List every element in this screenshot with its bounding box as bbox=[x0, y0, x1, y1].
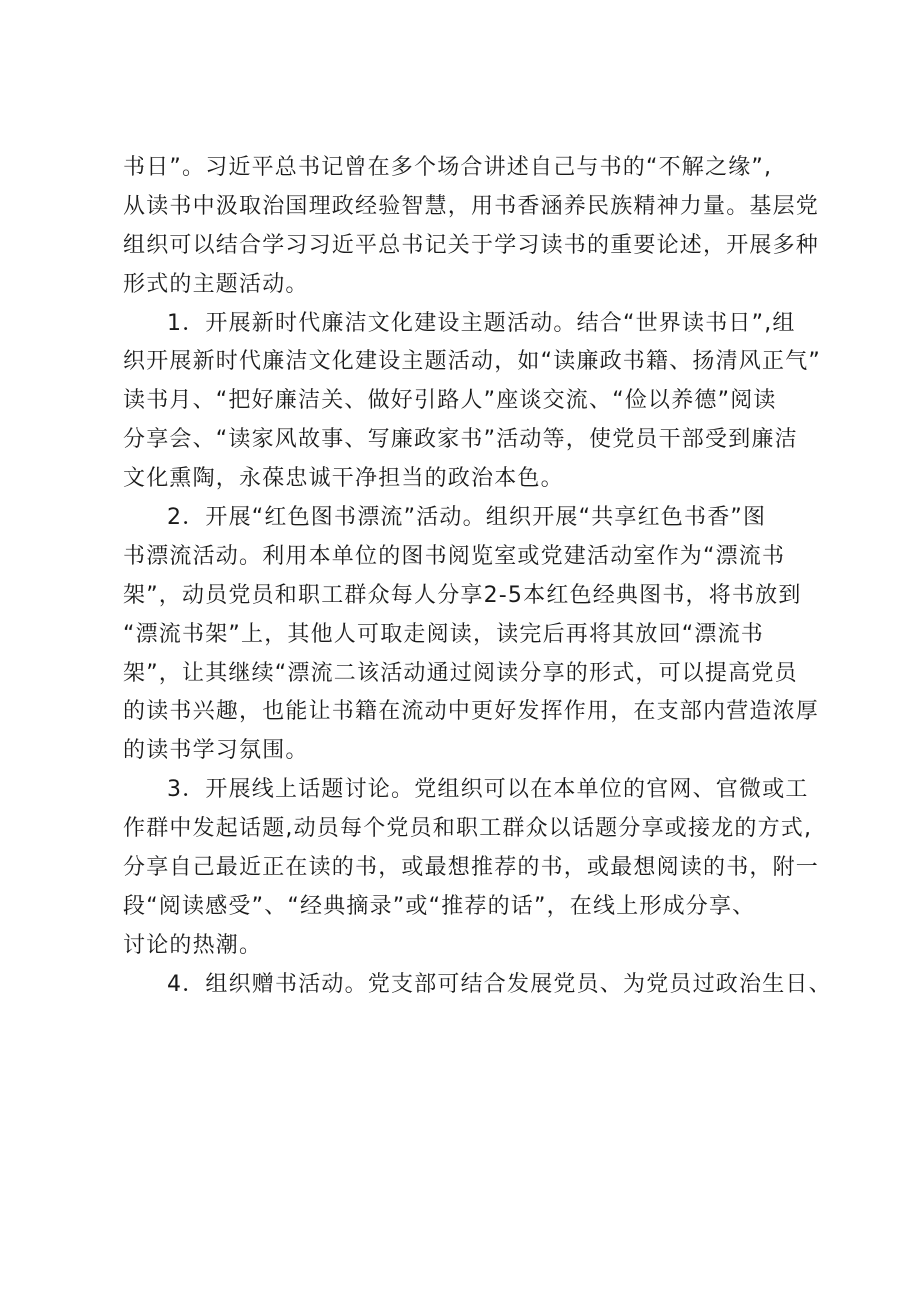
text-line: 的读书兴趣，也能让书籍在流动中更好发挥作用，在支部内营造浓厚 bbox=[123, 699, 820, 725]
text-line: 1．开展新时代廉洁文化建设主题活动。结合“世界读书日”,组 bbox=[167, 310, 796, 336]
text-line: 读书月、“把好廉洁关、做好引路人”座谈交流、“俭以养德”阅读 bbox=[123, 388, 777, 414]
text-line: 作群中发起话题,动员每个党员和职工群众以话题分享或接龙的方式, bbox=[123, 816, 813, 842]
text-line: 织开展新时代廉洁文化建设主题活动，如“读廉政书籍、扬清风正气” bbox=[123, 349, 821, 375]
paragraph-item-3 bbox=[123, 771, 823, 965]
text-line: 架”，让其继续“漂流二该活动通过阅读分享的形式，可以提高党员 bbox=[123, 660, 798, 686]
text-line: 组织可以结合学习习近平总书记关于学习读书的重要论述，开展多种 bbox=[123, 232, 820, 258]
text-line: 架”，动员党员和职工群众每人分享2-5本红色经典图书，将书放到 bbox=[123, 582, 802, 608]
paragraph-intro bbox=[123, 149, 823, 305]
text-line: 3．开展线上话题讨论。党组织可以在本单位的官网、官微或工 bbox=[167, 777, 809, 803]
text-line: 分享会、“读家风故事、写廉政家书”活动等，使党员干部受到廉洁 bbox=[123, 427, 798, 453]
text-line: 书漂流活动。利用本单位的图书阅览室或党建活动室作为“漂流书 bbox=[123, 543, 786, 569]
text-line: 文化熏陶，永葆忠诚干净担当的政治本色。 bbox=[123, 466, 564, 492]
text-line: 书日”。习近平总书记曾在多个场合讲述自己与书的“不解之缘”, bbox=[123, 155, 773, 180]
text-line: 形式的主题活动。 bbox=[123, 271, 309, 297]
paragraph-item-4 bbox=[123, 966, 832, 1005]
paragraph-item-1 bbox=[123, 305, 823, 499]
text-line: 2．开展“红色图书漂流”活动。组织开展“共享红色书香”图 bbox=[167, 505, 767, 531]
text-line: “漂流书架”上，其他人可取走阅读，读完后再将其放回“漂流书 bbox=[123, 621, 764, 647]
paragraph-item-2 bbox=[123, 499, 823, 771]
text-line: 的读书学习氛围。 bbox=[123, 738, 309, 764]
text-line: 讨论的热潮。 bbox=[123, 932, 263, 958]
body-text bbox=[123, 149, 832, 1005]
text-line: 段“阅读感受”、“经典摘录”或“推荐的话”，在线上形成分享、 bbox=[123, 893, 756, 919]
text-line: 从读书中汲取治国理政经验智慧，用书香涵养民族精神力量。基层党 bbox=[123, 193, 820, 219]
text-line: 4．组织赠书活动。党支部可结合发展党员、为党员过政治生日、 bbox=[167, 971, 832, 997]
text-line: 分享自己最近正在读的书，或最想推荐的书，或最想阅读的书，附一 bbox=[123, 855, 820, 881]
